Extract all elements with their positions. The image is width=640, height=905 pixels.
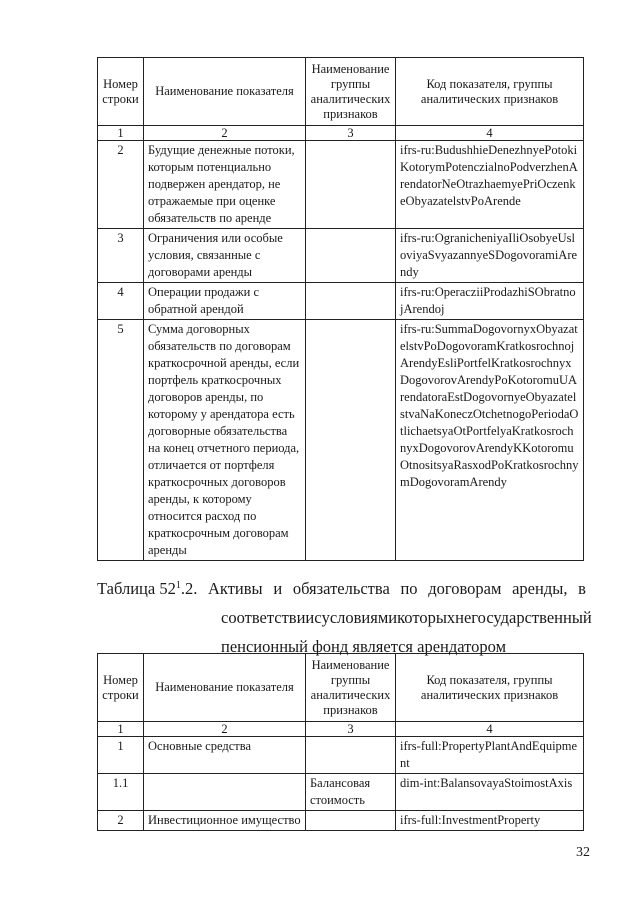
header-indicator-code: Код показателя, группы аналитических признаков [396, 58, 584, 126]
column-number: 2 [144, 126, 306, 141]
row-number: 3 [98, 229, 144, 283]
indicator-name: Основные средства [144, 737, 306, 774]
caption-line-1 [97, 574, 586, 603]
page-number: 32 [576, 845, 590, 860]
caption-line-2 [97, 603, 592, 632]
header-indicator-name: Наименование показателя [144, 58, 306, 126]
row-number: 2 [98, 141, 144, 229]
table-row [98, 141, 584, 229]
lease-assets-table [97, 653, 584, 831]
caption-word: условиями [321, 608, 398, 627]
column-number: 1 [98, 126, 144, 141]
column-number: 1 [98, 722, 144, 737]
column-number: 3 [306, 126, 396, 141]
caption-label: Таблица $52^1.2$. [97, 579, 198, 598]
caption-line-3: пенсионный фонд является арендатором [221, 637, 507, 656]
indicator-code: ifrs-ru:OgranicheniyaIliOsobyeUsloviyaSvyazannyeSDogovoramiArendy [396, 229, 584, 283]
indicator-name: Сумма договорных обязательств по договорам краткосрочной аренды, если портфель краткосрочных договоров аренды, по которому у арендатора есть договорные обязательства на конец отчетного периода, отличается от портфеля краткосрочных договоров аренды, к которому относится расход по краткосрочным договорам аренды [144, 320, 306, 561]
row-number: 2 [98, 811, 144, 831]
row-number: 1 [98, 737, 144, 774]
caption-word: Активы [208, 579, 263, 598]
indicator-code: ifrs-ru:OperacziiProdazhiSObratnojArendoj [396, 283, 584, 320]
column-numbering-row [98, 126, 584, 141]
indicator-name: Будущие денежные потоки, которым потенциально подвержен арендатор, не отражаемые при оценке обязательств по аренде [144, 141, 306, 229]
table-header-row [98, 58, 584, 126]
table-header-row [98, 654, 584, 722]
table-caption [97, 574, 592, 661]
group-name [306, 320, 396, 561]
caption-word: и [273, 579, 283, 598]
row-number: 1.1 [98, 774, 144, 811]
group-name [306, 811, 396, 831]
group-name [306, 737, 396, 774]
indicator-name: Инвестиционное имущество [144, 811, 306, 831]
indicator-code: ifrs-full:PropertyPlantAndEquipment [396, 737, 584, 774]
header-indicator-code: Код показателя, группы аналитических признаков [396, 654, 584, 722]
header-indicator-name: Наименование показателя [144, 654, 306, 722]
indicator-code: ifrs-full:InvestmentProperty [396, 811, 584, 831]
header-group-name: Наименование группы аналитических признаков [306, 58, 396, 126]
caption-word: обязательства [292, 579, 390, 598]
table-row [98, 320, 584, 561]
column-numbering-row [98, 722, 584, 737]
row-number: 4 [98, 283, 144, 320]
indicator-code: ifrs-ru:BudushhieDenezhnyePotokiKotorymPotenczialnoPodverzhenArendatorNeOtrazhaemyePriOczenkeObyazatelstvPoArende [396, 141, 584, 229]
group-name [306, 283, 396, 320]
caption-word: с [314, 608, 322, 627]
indicator-code: ifrs-ru:SummaDogovornyxObyazatelstvPoDogovoramKratkosrochnojArendyEsliPortfelKratkosrochnyxDogovorovArendyPoKotoromuUArendatoraEstDogovornyeObyazatelstvaNaKoneczOtchetnogoPeriodaOtlichaetsyaOtPortfelyaKratkosrochnyxDogovorovArendyKKotoromuOtnositsyaRasxodPoKratkosrochnymDogovoramArendy [396, 320, 584, 561]
caption-word: в [578, 579, 586, 598]
group-name [306, 229, 396, 283]
table-row [98, 283, 584, 320]
header-row-number: Номер строки [98, 58, 144, 126]
indicator-code: dim-int:BalansovayaStoimostAxis [396, 774, 584, 811]
table-row [98, 229, 584, 283]
column-number: 4 [396, 126, 584, 141]
caption-word: соответствии [221, 608, 315, 627]
caption-word: негосударственный [455, 608, 592, 627]
indicator-name: Операции продажи с обратной арендой [144, 283, 306, 320]
caption-word: аренды, [512, 579, 568, 598]
table-row [98, 737, 584, 774]
indicator-name: Ограничения или особые условия, связанные с договорами аренды [144, 229, 306, 283]
column-number: 3 [306, 722, 396, 737]
column-number: 2 [144, 722, 306, 737]
caption-word: которых [397, 608, 456, 627]
indicator-name [144, 774, 306, 811]
header-group-name: Наименование группы аналитических признаков [306, 654, 396, 722]
row-number: 5 [98, 320, 144, 561]
group-name [306, 141, 396, 229]
column-number: 4 [396, 722, 584, 737]
header-row-number: Номер строки [98, 654, 144, 722]
caption-word: договорам [428, 579, 502, 598]
group-name: Балансовая стоимость [306, 774, 396, 811]
lease-indicators-table [97, 57, 584, 561]
table-row [98, 774, 584, 811]
caption-word: по [400, 579, 418, 598]
table-row [98, 811, 584, 831]
